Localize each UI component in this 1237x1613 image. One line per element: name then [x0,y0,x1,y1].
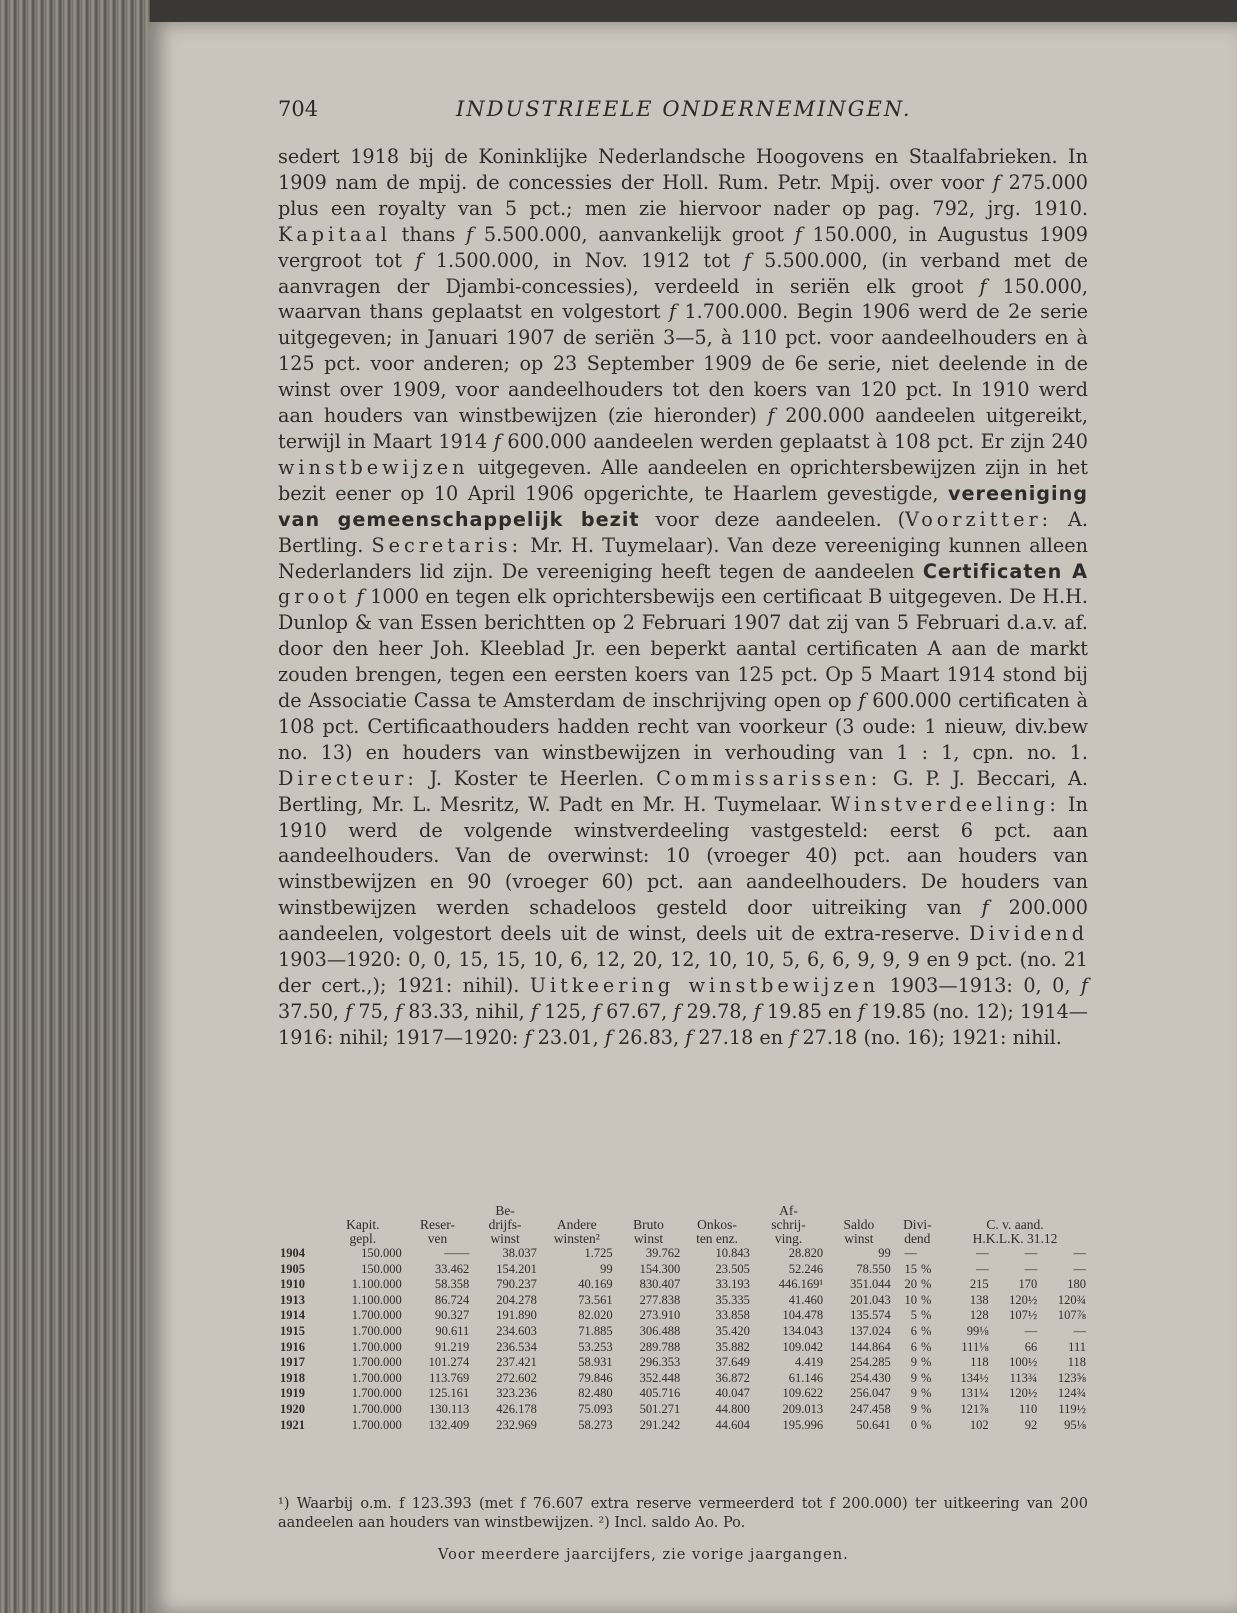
text-run: In 1910 werd de volgende winstverdeeling vastgesteld: eerst 6 pct. aan aandeelhouders. Van de overwinst: 10 (vroeger 40) pct. aan houders van winstbewijzen en 90 (vroeger 60) pct. aan aandeelhouders. De houders van winstbewijzen werden schadeloos gesteld door uitreiking van [278,792,1088,920]
text-run: 37.50, [278,999,346,1023]
table-cell: 99 [878,1246,891,1260]
table-cell: 33.858 [715,1308,750,1323]
table-cell: 9 [910,1386,917,1401]
text-run: G. P. J. Beccari, A. Bertling, Mr. L. Mesritz, W. Padt en Mr. H. Tuymelaar. [278,766,1088,816]
florin-sign: f [592,999,601,1023]
table-cell: 204.278 [496,1292,537,1307]
text-run: 125, [537,999,593,1023]
text-run: 1000 en tegen elk oprichtersbewijs een certificaat B uitgegeven. De H.H. Dunlop & van Essen berichtten op 2 Februari 1907 dat zij van 5 Februari d.a.v. af. door den heer Joh. Kleeblad Jr. een beperkt aantal certificaten A aan de markt zouden brengen, tegen een eersten koers van 125 pct. Op 5 Maart 1914 stond bij de Associatie Cassa te Amsterdam de inschrijving open op [278,585,1088,713]
table-cell: 20 [904,1277,917,1292]
year-cell: 1916 [280,1339,305,1354]
text-run: 1903—1920: 0, 0, 15, 15, 10, 6, 12, 20, 12, 10, 10, 5, 6, 6, 9, 9, 9 en 9 pct. (no. 21 der cert.,); 1921: nihil). [278,948,1088,997]
table-cell: 277.838 [639,1292,681,1307]
col-onkosten-header: Onkos- ten enz. [696,1217,739,1246]
florin-sign: f [857,999,865,1023]
table-cell: 100½ [1009,1355,1038,1370]
table-cell: — [976,1261,989,1276]
florin-sign: f [668,300,677,324]
text-run: A. Bertling. [278,507,1089,557]
table-cell: 150.000 [361,1261,402,1276]
table-cell: 501.271 [639,1401,681,1416]
spaced-term: groot [278,585,351,609]
florin-sign: f [794,222,802,246]
table-cell: 33.193 [715,1277,750,1292]
table-cell: — [904,1246,917,1260]
florin-sign: f [789,1025,797,1049]
table-cell: 237.421 [496,1355,537,1370]
table-row [278,1340,1088,1356]
text-run: 29.78, [680,999,754,1023]
table-cell: 272.602 [496,1370,537,1385]
spaced-term: Voorzitter: [905,507,1053,531]
table-row [278,1371,1088,1387]
table-cell: 1.100.000 [351,1277,402,1292]
table-cell: 37.649 [715,1355,750,1370]
table-cell: 215 [969,1277,989,1292]
text-run: 67.67, [600,999,674,1023]
florin-sign: f [685,1025,693,1049]
table-cell: 41.460 [788,1292,824,1307]
table-cell: 323.236 [496,1386,537,1401]
year-cell: 1921 [280,1417,305,1432]
table-cell: — [1073,1246,1086,1260]
florin-sign: f [992,170,1000,194]
year-cell: 1905 [280,1261,305,1276]
text-run: 600.000 aandeelen werden geplaatst à 108 pct. Er zijn 240 [500,429,1088,453]
table-cell: % [920,1277,932,1292]
table-row [278,1246,1088,1262]
table-cell: 5 [910,1308,917,1323]
col-bruto-winst-header: Bruto winst [633,1217,664,1246]
year-cell: 1919 [280,1386,305,1401]
table-cell: 247.458 [850,1401,891,1416]
table-cell: 134½ [960,1370,989,1385]
florin-sign: f [753,999,761,1023]
table-cell: — [1024,1261,1038,1276]
table-cell: 101.274 [428,1355,470,1370]
table-cell: 36.872 [715,1370,750,1385]
table-cell: —— [444,1246,470,1260]
spaced-term: Dividend [969,922,1088,946]
table-cell: 180 [1067,1277,1086,1292]
text-run: 19.85 en [760,999,858,1023]
table-cell: 35.420 [715,1323,750,1338]
table-cell: 28.820 [788,1246,824,1260]
spaced-term: Directeur: [278,766,418,790]
table-cell: 58.273 [578,1417,613,1432]
table-cell: 130.113 [429,1401,470,1416]
text-run: voor deze aandeelen. ( [639,507,906,531]
table-cell: 90.327 [434,1308,470,1323]
table-cell: 121⅞ [960,1401,989,1416]
table-cell: 75.093 [578,1401,613,1416]
body-paragraph [278,144,1088,1051]
table-cell: 38.037 [502,1246,537,1260]
table-cell: 10.843 [715,1246,750,1260]
table-cell: 134.043 [782,1323,824,1338]
table-cell: 99 [600,1261,613,1276]
table-cell: 58.931 [578,1355,613,1370]
table-cell: % [920,1339,932,1354]
table-cell: % [920,1370,932,1385]
table-cell: 256.047 [850,1386,891,1401]
table-cell: 209.013 [782,1401,824,1416]
table-cell: 52.246 [788,1261,824,1276]
table-cell: 144.864 [850,1339,891,1354]
table-cell: 1.725 [584,1246,613,1260]
year-cell: 1913 [280,1292,305,1307]
table-cell: % [920,1401,932,1416]
text-run: 27.18 en [692,1025,790,1049]
table-cell: 109.622 [782,1386,824,1401]
text-run: 275.000 plus een royalty van 5 pct.; men zie hiervoor nader op pag. 792, jrg. 1910. [278,170,1088,220]
florin-sign: f [743,248,751,272]
year-cell: 1915 [280,1323,305,1338]
table-row [278,1293,1088,1309]
table-cell: 1.700.000 [351,1339,402,1354]
table-cell: 1.700.000 [351,1386,402,1401]
text-run: 1903—1913: 0, 0, [879,974,1081,997]
table-cell: 125.161 [428,1386,470,1401]
table-cell: — [1073,1261,1086,1276]
table-cell: 351.044 [850,1277,891,1292]
table-cell: 1.700.000 [351,1355,402,1370]
florin-sign: f [415,248,423,272]
table-cell: 306.488 [639,1323,681,1338]
year-cell: 1920 [280,1401,305,1416]
text-run: 75, [352,999,396,1023]
table-cell [919,1246,942,1262]
table-cell: 33.462 [434,1261,470,1276]
florin-sign: f [858,689,866,713]
table-cell: 6 [910,1323,917,1338]
col-bedrijfswinst-header: Be- drijfs- winst [488,1203,522,1246]
table-cell: 296.353 [639,1355,681,1370]
running-title: INDUSTRIEELE ONDERNEMINGEN. [456,97,912,121]
table-cell: 71.885 [578,1323,613,1338]
table-cell: 446.169¹ [778,1277,824,1292]
table-cell: 1.100.000 [351,1292,402,1307]
year-cell: 1910 [280,1277,305,1292]
table-cell: 61.146 [788,1370,824,1385]
table-cell: 35.335 [715,1292,750,1307]
table-cell: % [920,1417,932,1432]
florin-sign: f [1080,974,1088,997]
table-cell: 73.561 [578,1292,613,1307]
table-cell: 44.604 [715,1417,750,1432]
year-cell: 1904 [280,1246,305,1260]
text-run: 200.000 aandeelen, volgestort deels uit de winst, deels uit de extra-reserve. [278,896,1088,946]
page-number: 704 [278,97,319,121]
year-cell: 1914 [280,1308,305,1323]
table-cell: 137.024 [850,1323,891,1338]
table-cell: % [920,1323,932,1338]
florin-sign: f [493,429,501,453]
year-cell: 1917 [280,1355,305,1370]
table-cell: 113.769 [429,1370,470,1385]
table-cell: 120½ [1009,1386,1038,1401]
table-cell: 9 [910,1355,917,1370]
text-run: Mr. H. Tuymelaar). Van deze vereeniging kunnen alleen Nederlanders lid zijn. De vereeniging heeft tegen de aandeelen [278,533,1088,583]
page-header [278,97,1078,127]
table-cell: 113¾ [1009,1370,1038,1385]
spaced-term: Uitkeering winstbewijzen [529,974,880,997]
col-reserven-header: Reser- ven [420,1217,455,1246]
table-cell: 291.242 [639,1417,681,1432]
table-cell: 131¼ [960,1386,989,1401]
table-row [278,1308,1088,1324]
table-cell: 1.700.000 [351,1417,402,1432]
text-run: 600.000 certificaten à 108 pct. Certificaathouders hadden recht van voorkeur (3 oude: 1 nieuw, div.bew no. 13) en houders van winstbewijzen in verhouding van 1 : 1, cpn. no. 1. [278,689,1088,764]
col-andere-winsten-header: Andere winsten² [553,1217,600,1246]
table-header-row [278,1204,1088,1246]
col-saldo-winst-header: Saldo winst [843,1217,875,1246]
spaced-term: Commissarissen: [656,766,882,790]
table-cell: — [1024,1323,1038,1338]
col-afschrijving-header: Af- schrij- ving. [771,1203,806,1246]
table-cell: 273.910 [639,1308,681,1323]
table-row [278,1355,1088,1371]
spaced-term: Kapitaal [278,222,391,246]
table-row [278,1418,1088,1434]
table-cell: 35.882 [715,1339,750,1354]
text-run: uitgegeven. Alle aandeelen en oprichtersbewijzen zijn in het bezit eener op 10 April 1906 opgerichte, te Haarlem gevestigde, [278,455,1088,505]
footnote: ¹) Waarbij o.m. f 123.393 (met f 76.607 extra reserve vermeerderd tot f 200.000) ter uitkeering van 200 aandeelen aan houders van winstbewijzen. ²) Incl. saldo Ao. Po. [278,1496,1088,1531]
table-cell: 92 [1024,1417,1038,1432]
table-cell: 78.550 [856,1261,891,1276]
table-cell: 124¾ [1057,1386,1086,1401]
table-cell: 111⅛ [961,1339,989,1354]
text-run: 26.83, [611,1025,686,1049]
florin-sign: f [466,222,474,246]
col-koers-header: C. v. aand. H.K.L.K. 31.12 [972,1217,1058,1246]
table-cell: 150.000 [361,1246,402,1260]
table-cell: 128 [969,1308,989,1323]
table-cell: 119½ [1058,1401,1086,1416]
table-cell: % [920,1308,932,1323]
table-cell: 15 [904,1261,917,1276]
text-run: 150.000, waarvan thans geplaatst en volgestort [278,274,1089,324]
table-cell: 232.969 [496,1417,537,1432]
table-cell: 66 [1024,1339,1038,1354]
table-cell: — [976,1246,989,1260]
table-cell: 95⅛ [1064,1417,1086,1432]
table-cell: 6 [910,1339,917,1354]
table-cell: 201.043 [850,1292,891,1307]
table-cell: 234.603 [496,1323,537,1338]
florin-sign: f [767,404,775,428]
spaced-term: Secretaris: [371,533,523,557]
text-run: 1.700.000. Begin 1906 werd de 2e serie uitgegeven; in Januari 1907 de seriën 3—5, à 110 pct. voor aandeelhouders en à 125 pct. voor anderen; op 23 September 1909 de 6e serie, niet deelende in de winst over 1909, voor aandeelhouders tot den koers van 120 pct. In 1910 werd aan houders van winstbewijzen (zie hieronder) [278,300,1088,428]
table-cell: 254.285 [850,1355,891,1370]
table-cell: 0 [910,1417,917,1432]
table-cell: 170 [1018,1277,1038,1292]
year-cell: 1918 [280,1370,305,1385]
table-cell: 79.846 [578,1370,613,1385]
florin-sign: f [673,999,681,1023]
table-cell: 104.478 [782,1308,824,1323]
table-cell: 86.724 [434,1292,470,1307]
text-run: J. Koster te Heerlen. [417,766,657,790]
table-cell: 132.409 [428,1417,470,1432]
table-cell: % [920,1292,932,1307]
florin-sign: f [356,585,364,609]
text-run: 200.000 aandeelen uitgereikt, terwijl in Maart 1914 [278,404,1088,453]
table-cell: 191.890 [496,1308,537,1323]
table-cell: 9 [910,1401,917,1416]
bold-term: vereeniging van gemeenschappelijk bezit [278,481,1088,531]
table-cell: 195.996 [782,1417,824,1432]
florin-sign: f [604,1025,612,1049]
text-run: 5.500.000, (in verband met de aanvragen der Djambi-concessies), verdeeld in seriën elk groot [278,248,1088,298]
table-cell: 120½ [1009,1292,1038,1307]
financial-table [278,1204,1088,1433]
text-run: 19.85 (no. 12); 1914—1916: nihil; 1917—1920: [278,999,1088,1049]
table-cell: 352.448 [639,1370,681,1385]
table-row [278,1324,1088,1340]
table-cell: 1.700.000 [351,1401,402,1416]
table-cell: 44.800 [715,1401,750,1416]
table-cell: 107⅞ [1057,1308,1086,1323]
table-cell: 120¾ [1057,1292,1086,1307]
table-cell: 118 [1067,1355,1086,1370]
table-cell: 91.219 [434,1339,470,1354]
table-cell: 1.700.000 [351,1370,402,1385]
table-cell: 111 [1068,1339,1086,1354]
table-cell: 53.253 [578,1339,613,1354]
book-page-edges [0,0,150,1613]
florin-sign: f [395,999,403,1023]
table-cell: 118 [970,1355,989,1370]
table-cell: 790.237 [496,1277,537,1292]
table-cell: 10 [904,1292,917,1307]
spaced-term: Winstverdeeling: [830,792,1060,816]
table-cell: % [920,1261,932,1276]
company-description [278,144,1088,1051]
table-cell: 4.419 [795,1355,824,1370]
table-cell: 109.042 [782,1339,824,1354]
spaced-term: winstbewijzen [278,455,469,479]
table-cell: 82.480 [578,1386,613,1401]
table-cell: 154.300 [639,1261,681,1276]
table-row [278,1262,1088,1278]
table-cell: 254.430 [850,1370,891,1385]
bold-term: Certificaten A [922,559,1088,583]
table-cell: 107½ [1009,1308,1038,1323]
table-cell: 123⅝ [1057,1370,1086,1385]
text-run: 5.500.000, aanvankelijk groot [473,222,795,246]
col-year-header [278,1204,322,1246]
table-body [278,1246,1088,1433]
col-kapit-header: Kapit. gepl. [346,1217,380,1246]
book-page [148,22,1237,1613]
table-cell: 58.358 [434,1277,470,1292]
florin-sign: f [345,999,353,1023]
text-run: 83.33, nihil, [402,999,531,1023]
table-row [278,1402,1088,1418]
table-cell: — [1073,1323,1086,1338]
table-cell: 102 [969,1417,989,1432]
text-run: 27.18 (no. 16); 1921: nihil. [796,1025,1062,1049]
col-dividend-header: Divi- dend [903,1217,932,1246]
florin-sign: f [981,896,989,920]
table-row [278,1277,1088,1293]
text-run: sedert 1918 bij de Koninklijke Nederlandsche Hoogovens en Staalfabrieken. In 1909 nam de mpij. de concessies der Holl. Rum. Petr. Mpij. over voor [278,145,1088,194]
table-cell: 405.716 [639,1386,681,1401]
table-cell: 135.574 [850,1308,891,1323]
table-cell: 154.201 [496,1261,537,1276]
closing-note: Voor meerdere jaarcijfers, zie vorige jaargangen. [438,1547,849,1563]
table-cell: 110 [1018,1401,1038,1416]
table-cell: 289.788 [639,1339,681,1354]
table-cell: 236.534 [496,1339,537,1354]
table-cell: 40.169 [578,1277,613,1292]
table-cell: 23.505 [715,1261,750,1276]
table-cell: 138 [969,1292,989,1307]
table-cell: 40.047 [715,1386,750,1401]
table-cell: 82.020 [578,1308,613,1323]
table-cell: 830.407 [639,1277,681,1292]
florin-sign: f [979,274,987,298]
table-cell: — [1024,1246,1038,1260]
table-row [278,1386,1088,1402]
florin-sign: f [530,999,538,1023]
text-run: 23.01, [531,1025,605,1049]
text-run: 1.500.000, in Nov. 1912 tot [422,248,744,272]
table-cell: 426.178 [496,1401,537,1416]
table-cell: 9 [910,1370,917,1385]
table-cell: 1.700.000 [351,1323,402,1338]
table-cell: 50.641 [856,1417,891,1432]
table-cell: % [920,1386,932,1401]
table-cell: % [920,1355,932,1370]
table-cell: 99⅛ [966,1323,989,1338]
table-cell: 90.611 [435,1323,470,1338]
florin-sign: f [524,1025,532,1049]
text-run: thans [390,222,467,246]
table-cell: 39.762 [645,1246,681,1260]
table-cell: 1.700.000 [351,1308,402,1323]
text-run: 150.000, in Augustus 1909 vergroot tot [278,222,1088,272]
